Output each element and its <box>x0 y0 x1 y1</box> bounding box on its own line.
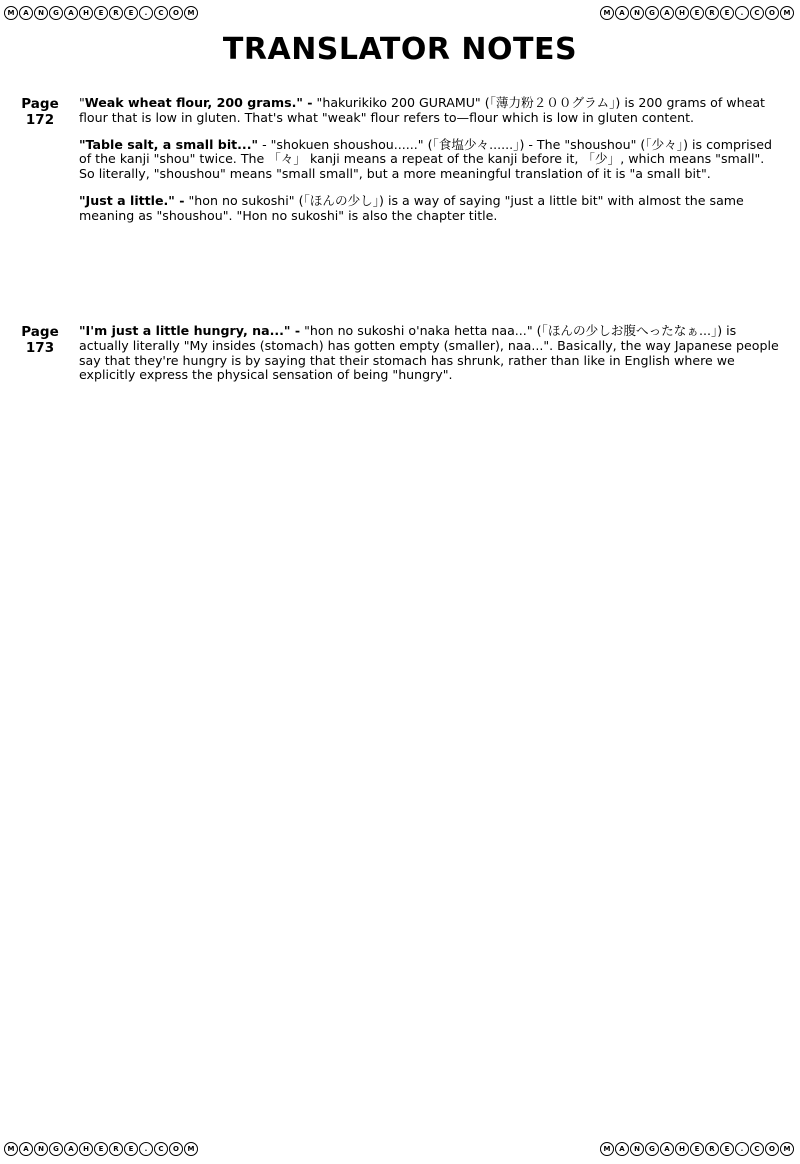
watermark-letter: A <box>660 1142 674 1156</box>
watermark-letter: A <box>64 6 78 20</box>
watermark-letter: A <box>19 1142 33 1156</box>
watermark-letter: E <box>720 6 734 20</box>
watermark-letter: R <box>109 6 123 20</box>
watermark-letter: N <box>630 6 644 20</box>
note-heading: "Just a little." - <box>79 192 185 208</box>
note-heading: Weak wheat flour, 200 grams." - <box>84 95 313 110</box>
page-label-word: Page <box>21 96 59 112</box>
watermark-letter: C <box>154 1142 168 1156</box>
watermark-letter: A <box>660 6 674 20</box>
watermark-letter: M <box>184 6 198 20</box>
note-body: - "shokuen shoushou......" (「食塩少々......」) - The "shoushou" (「少々」) is comprised of the kanji "shou" twice. The 「々」 kanji means a repeat of the kanji before it, 「少」, which means "small". So literally, "shoushou" means "small small", but a more meaningful translation of it is "a small bit". <box>79 136 772 182</box>
watermark-letter: M <box>4 6 18 20</box>
watermark-letter: E <box>124 6 138 20</box>
note-body: "hon no sukoshi" (「ほんの少し」) is a way of saying "just a little bit" with almost the same meaning as "shoushou". "Hon no sukoshi" is also the chapter title. <box>79 192 744 223</box>
note-heading: "Table salt, a small bit..." <box>79 136 259 152</box>
page-title: TRANSLATOR NOTES <box>222 32 578 67</box>
watermark-letter: N <box>34 6 48 20</box>
watermark-letter: G <box>645 1142 659 1156</box>
watermark-letter: . <box>139 6 153 20</box>
notes-list <box>79 324 779 395</box>
watermark-bottom-left <box>4 1142 198 1156</box>
watermark-letter: O <box>765 1142 779 1156</box>
watermark-letter: O <box>765 6 779 20</box>
watermark-letter: E <box>94 6 108 20</box>
watermark-letter: R <box>705 6 719 20</box>
watermark-letter: A <box>615 6 629 20</box>
watermark-letter: . <box>735 6 749 20</box>
watermark-letter: G <box>49 6 63 20</box>
watermark-letter: M <box>4 1142 18 1156</box>
page-label <box>14 324 66 356</box>
watermark-top-right <box>600 6 794 20</box>
watermark-letter: M <box>600 6 614 20</box>
watermark-letter: M <box>184 1142 198 1156</box>
watermark-top-left <box>4 6 198 20</box>
watermark-letter: M <box>780 6 794 20</box>
watermark-letter: N <box>34 1142 48 1156</box>
watermark-letter: E <box>690 1142 704 1156</box>
watermark-letter: R <box>705 1142 719 1156</box>
note-item <box>79 324 779 383</box>
watermark-letter: H <box>79 6 93 20</box>
watermark-letter: M <box>780 1142 794 1156</box>
watermark-letter: C <box>750 1142 764 1156</box>
watermark-letter: H <box>675 1142 689 1156</box>
watermark-letter: A <box>19 6 33 20</box>
watermark-letter: E <box>690 6 704 20</box>
watermark-letter: O <box>169 6 183 20</box>
watermark-letter: N <box>630 1142 644 1156</box>
notes-list <box>79 96 779 236</box>
watermark-letter: M <box>600 1142 614 1156</box>
page-label-number: 173 <box>25 340 55 356</box>
note-item <box>79 138 779 182</box>
watermark-letter: E <box>720 1142 734 1156</box>
watermark-letter: E <box>124 1142 138 1156</box>
note-quote-open: " <box>79 95 85 110</box>
page-label-word: Page <box>21 324 59 340</box>
note-body: "hon no sukoshi o'naka hetta naa..." (「ほんの少しお腹へったなぁ...」) is actually literally "My insides (stomach) has gotten empty (smaller), naa...". Basically, the way Japanese people say that they're hungry is by saying that their stomach has shrunk, rather than like in English where we explicitly express the physical sensation of being "hungry". <box>79 323 779 383</box>
watermark-letter: E <box>94 1142 108 1156</box>
watermark-letter: . <box>735 1142 749 1156</box>
note-heading: "I'm just a little hungry, na..." - <box>79 323 301 338</box>
page-label <box>14 96 66 128</box>
watermark-letter: H <box>675 6 689 20</box>
watermark-letter: G <box>645 6 659 20</box>
watermark-bottom-right <box>600 1142 794 1156</box>
watermark-letter: . <box>139 1142 153 1156</box>
watermark-letter: A <box>64 1142 78 1156</box>
watermark-letter: C <box>750 6 764 20</box>
note-item <box>79 96 779 126</box>
watermark-letter: C <box>154 6 168 20</box>
note-item <box>79 194 779 224</box>
watermark-letter: H <box>79 1142 93 1156</box>
note-body: "hakurikiko 200 GURAMU" (「薄力粉２００グラム」) is 200 grams of wheat flour that is low in gluten. That's what "weak" flour refers to—flour which is low in gluten content. <box>79 95 765 125</box>
watermark-letter: G <box>49 1142 63 1156</box>
watermark-letter: O <box>169 1142 183 1156</box>
watermark-letter: R <box>109 1142 123 1156</box>
page-label-number: 172 <box>25 112 55 128</box>
watermark-letter: A <box>615 1142 629 1156</box>
